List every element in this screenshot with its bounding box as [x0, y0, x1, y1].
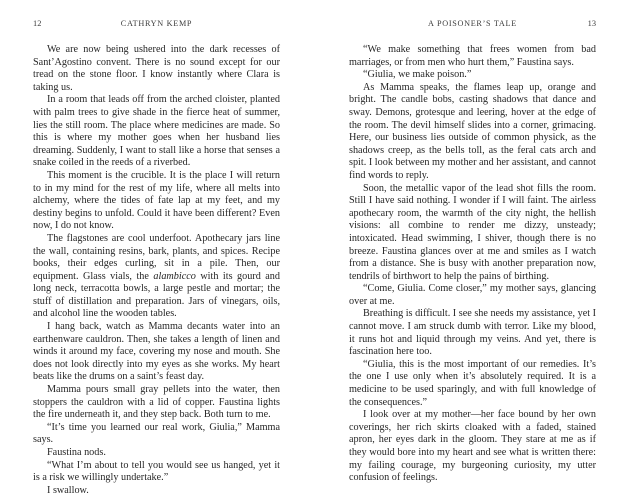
- paragraph: [349, 359, 596, 409]
- text-segment: Breathing is difficult. I see she needs my assistance, yet I cannot move. I am struck dumb with terror. Like my blood, it runs hot and liquid through my veins. And yet, there is fascination here too.: [349, 308, 596, 358]
- text-segment: “What I’m about to tell you would see us hanged, yet it is a risk we willingly undertake.”: [33, 459, 280, 484]
- page-number-left: 12: [33, 19, 42, 28]
- text-segment: As Mamma speaks, the flames leap up, orange and bright. The candle bobs, casting shadows that dance and sway. Demons, grotesque and leering, hover at the edge of the room. The devil himself slides into a corner, grimacing. Here, our business lies outside of common physick, as the shadows creep, as the bells toll, as the feral cats arch and spit. I look between my mother and her assistant, and cannot find words to reply.: [349, 81, 596, 181]
- text-segment: I look over at my mother—her face bound by her own coverings, her rich skirts cloaked with a faded, stained apron, her eyes dark in the gloom. They stare at me as if they would bore into my heart and see what is written there: my failing courage, my burgeoning curiosity, my utter confusion of feelings.: [349, 409, 596, 484]
- paragraph: [349, 69, 596, 82]
- paragraph: [33, 485, 280, 497]
- paragraph: [33, 233, 280, 321]
- text-segment: I swallow.: [47, 484, 89, 496]
- text-segment: with its gourd and long neck, terracotta bowls, a large pestle and mortar; the stuff of distillation and preparation. Jars of vinegars, oils, and alcohol line the wooden tables.: [33, 270, 280, 320]
- text-segment: “Come, Giulia. Come closer,” my mother says, glancing over at me.: [349, 283, 596, 307]
- paragraph: [349, 283, 596, 308]
- text-segment: “We make something that frees women from bad marriages, or from men who hurt them,” Faustina says.: [349, 44, 596, 68]
- paragraph: [349, 308, 596, 358]
- page-number-right: 13: [587, 19, 596, 28]
- paragraph: [349, 82, 596, 183]
- text-segment: The flagstones are cool underfoot. Apothecary jars line the wall, containing resins, bark, plants, and spices. Recipe books, their edges curling, sit in a pile. Then, our equipment. Glass vials, the: [33, 232, 280, 282]
- text-segment: Faustina nods.: [47, 447, 106, 458]
- page-body-left: [33, 44, 280, 497]
- text-segment: I hang back, watch as Mamma decants water into an earthenware cauldron. Then, she takes a length of linen and winds it around my face, covering my nose and mouth. She does not look directly into my eyes as she works. My heart beats like the drums on a saint’s feast day.: [33, 321, 280, 383]
- text-segment: “Giulia, this is the most important of our remedies. It’s the one I use only when it’s absolutely required. It is a medicine to be used sparingly, and with full knowledge of the consequences.”: [349, 358, 596, 408]
- paragraph: [349, 183, 596, 284]
- page-right: [349, 0, 596, 484]
- text-segment: We are now being ushered into the dark recesses of Sant’Agostino convent. There is no sound except for our tread on the stone floor. I know instantly where Clara is taking us.: [33, 44, 280, 93]
- paragraph: [33, 384, 280, 422]
- paragraph: [33, 44, 280, 94]
- paragraph: [33, 447, 280, 460]
- paragraph: [349, 409, 596, 485]
- paragraph: [33, 460, 280, 485]
- text-segment: “Giulia, we make poison.”: [363, 69, 472, 81]
- text-segment: In a room that leads off from the arched cloister, planted with palm trees to give shade in the fierce heat of summer, lies the still room. The place where medicines are made. So this is where my mother goes when her husband lies dreaming. Suddenly, I want to stall like a horse that senses a snake coiled in the reeds of a riverbed.: [33, 94, 280, 169]
- text-segment: This moment is the crucible. It is the place I will return to in my mind for the rest of my life, where all melts into alchemy, where the tides of fate lap at my feet, and my destiny begins to unfold. Could it have been different? Even now, I do not know.: [33, 169, 280, 232]
- text-segment: Mamma pours small gray pellets into the water, then stoppers the cauldron with a lid of copper. Faustina lights the fire underneath it, and they step back. Both turn to me.: [33, 384, 280, 421]
- paragraph: [33, 321, 280, 384]
- running-head-title: A POISONER’S TALE: [428, 19, 517, 28]
- paragraph: [349, 44, 596, 69]
- paragraph: [33, 170, 280, 233]
- paragraph: [33, 422, 280, 447]
- text-segment: alambicco: [153, 270, 196, 282]
- page-left: [33, 0, 280, 496]
- running-head-author: CATHRYN KEMP: [120, 19, 193, 28]
- text-segment: Soon, the metallic vapor of the lead shot fills the room. Still I have said nothing. I wonder if I will faint. The airless apothecary room, the warmth of the city night, the hellish visions: all combine to render me dizzy, unsteady; intoxicated. Head swimming, I shiver, though there is no breeze. Faustina glances over at me and smiles as I watch from a distance. She is busy with another preparation now, tendrils of birthwort to help the pains of birthing.: [349, 182, 596, 282]
- paragraph: [33, 94, 280, 170]
- text-segment: “It’s time you learned our real work, Giulia,” Mamma says.: [33, 421, 280, 446]
- page-body-right: [349, 44, 596, 485]
